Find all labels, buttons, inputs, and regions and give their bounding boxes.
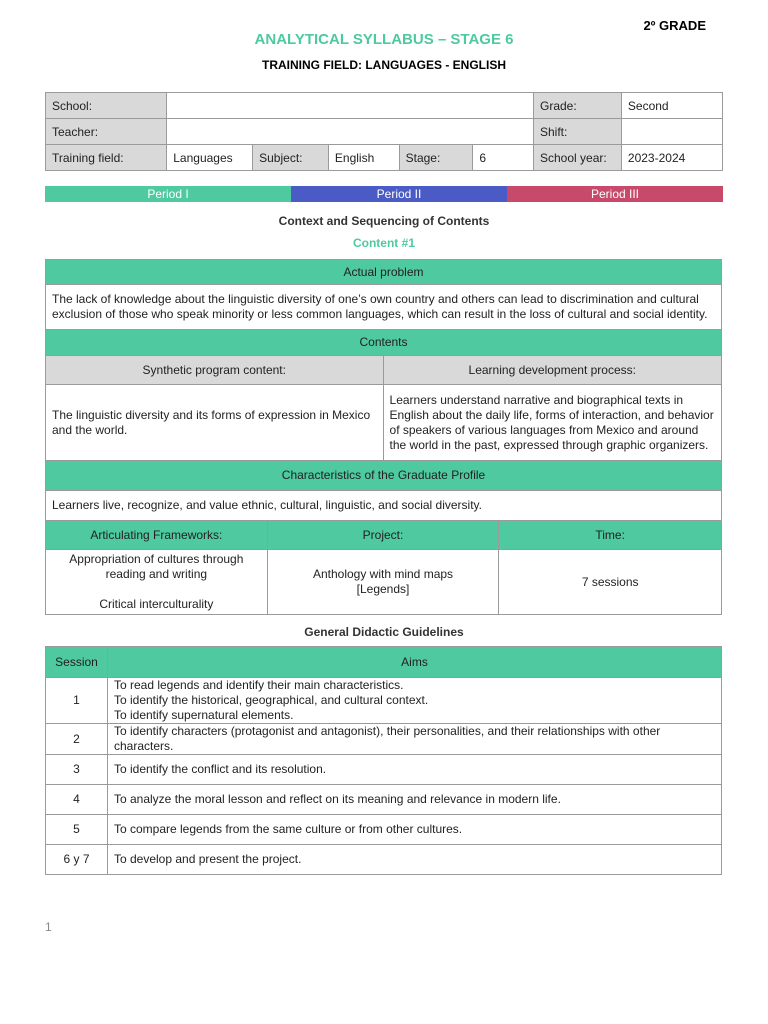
- stage-value[interactable]: 6: [473, 145, 534, 171]
- session-number: 4: [46, 785, 108, 815]
- shift-value[interactable]: [621, 119, 722, 145]
- aim-line: To identify the conflict and its resolution.: [107, 755, 721, 785]
- subject-value[interactable]: English: [328, 145, 399, 171]
- context-heading: Context and Sequencing of Contents: [278, 214, 490, 228]
- school-value[interactable]: [167, 93, 534, 119]
- time-text: 7 sessions: [499, 550, 722, 615]
- content-table: [45, 259, 722, 615]
- period-3: Period III: [507, 186, 723, 202]
- session-number: 6 y 7: [46, 845, 108, 875]
- subject-label: Subject:: [253, 145, 329, 171]
- period-1: Period I: [45, 186, 291, 202]
- aim-line: To read legends and identify their main characteristics.: [113, 678, 404, 692]
- teacher-label: Teacher:: [46, 119, 167, 145]
- aim-line: To compare legends from the same culture or from other cultures.: [107, 815, 721, 845]
- page-title: ANALYTICAL SYLLABUS – STAGE 6: [254, 31, 514, 48]
- session-number: 1: [46, 678, 108, 724]
- synthetic-content-header: Synthetic program content:: [46, 356, 384, 385]
- school-label: School:: [46, 93, 167, 119]
- project-cell: [267, 550, 499, 615]
- frameworks-header: Articulating Frameworks:: [46, 521, 268, 550]
- grade-label: 2º GRADE: [643, 18, 706, 33]
- aims-table: [45, 646, 722, 875]
- school-year-value[interactable]: 2023-2024: [621, 145, 722, 171]
- session-number: 2: [46, 724, 108, 755]
- graduate-profile-header: Characteristics of the Graduate Profile: [46, 461, 722, 491]
- synthetic-content-text: The linguistic diversity and its forms of expression in Mexico and the world.: [46, 385, 384, 461]
- grade-value[interactable]: Second: [621, 93, 722, 119]
- actual-problem-header: Actual problem: [46, 260, 722, 285]
- aim-line: To develop and present the project.: [107, 845, 721, 875]
- content-number: Content #1: [352, 236, 415, 250]
- learning-process-header: Learning development process:: [383, 356, 721, 385]
- aim-line: To identify characters (protagonist and antagonist), their personalities, and their relationships with other characters.: [107, 724, 721, 755]
- aim-line: To analyze the moral lesson and reflect on its meaning and relevance in modern life.: [107, 785, 721, 815]
- aims-header: Aims: [107, 647, 721, 678]
- project-header: Project:: [267, 521, 499, 550]
- actual-problem-text: The lack of knowledge about the linguistic diversity of one’s own country and others can lead to discrimination and cultural exclusion of those who speak minority or less common languages, which can result in the loss of cultural and social identity.: [46, 285, 722, 330]
- training-field-value[interactable]: Languages: [167, 145, 253, 171]
- school-info-table: [45, 92, 723, 171]
- graduate-profile-text: Learners live, recognize, and value ethnic, cultural, linguistic, and social diversity.: [46, 491, 722, 521]
- training-field-label: Training field:: [46, 145, 167, 171]
- period-2: Period II: [291, 186, 507, 202]
- periods-bar: [45, 186, 723, 202]
- page-subtitle: TRAINING FIELD: LANGUAGES - ENGLISH: [262, 58, 506, 72]
- session-header: Session: [46, 647, 108, 678]
- school-year-label: School year:: [534, 145, 622, 171]
- guidelines-heading: General Didactic Guidelines: [304, 625, 464, 639]
- project-text-2: [Legends]: [356, 582, 410, 596]
- project-text-1: Anthology with mind maps: [312, 567, 454, 581]
- learning-process-text: Learners understand narrative and biographical texts in English about the daily life, forms of interaction, and behavior of speakers of various languages from Mexico and around the world in the past, expressed through graphic organizers.: [383, 385, 721, 461]
- teacher-value[interactable]: [167, 119, 534, 145]
- aim-line: To identify the historical, geographical, and cultural context.: [113, 693, 429, 707]
- session-number: 5: [46, 815, 108, 845]
- frameworks-text-2: Critical interculturality: [99, 597, 214, 611]
- frameworks-cell: [46, 550, 268, 615]
- stage-label: Stage:: [399, 145, 473, 171]
- page-number: 1: [45, 920, 52, 934]
- time-header: Time:: [499, 521, 722, 550]
- grade-field-label: Grade:: [534, 93, 622, 119]
- contents-header: Contents: [46, 330, 722, 356]
- aims-cell: [107, 678, 721, 724]
- session-number: 3: [46, 755, 108, 785]
- aim-line: To identify supernatural elements.: [113, 708, 294, 722]
- frameworks-text-1: Appropriation of cultures through reading and writing: [69, 552, 244, 581]
- shift-label: Shift:: [534, 119, 622, 145]
